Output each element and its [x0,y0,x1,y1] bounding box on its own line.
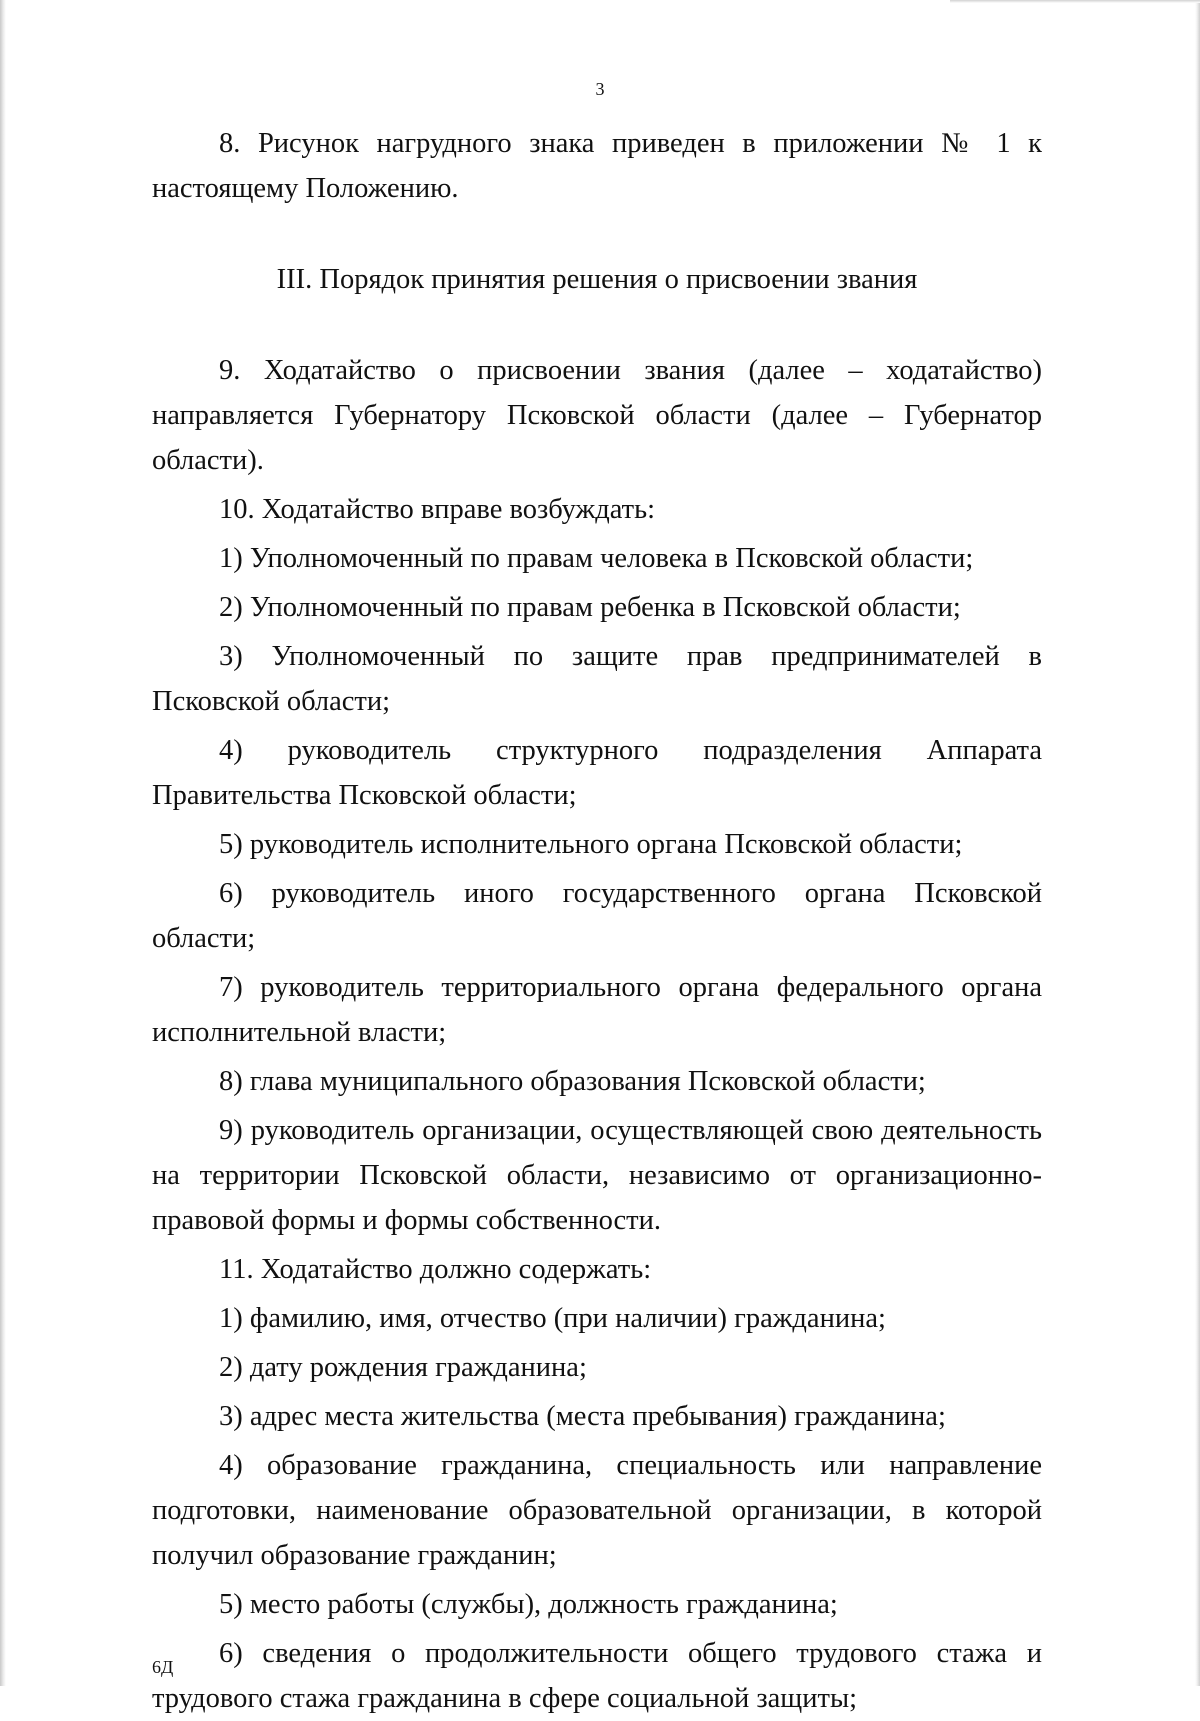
page-number: 3 [595,79,605,99]
list-item: 1) фамилию, имя, отчество (при наличии) гражданина; [219,1303,886,1334]
paragraph-10: 10. Ходатайство вправе возбуждать: [219,494,656,525]
list-item: 3) Уполномоченный по защите прав предпринимателей в Псковской области; [152,641,1042,717]
list-item: 3) адрес места жительства (места пребывания) гражданина; [219,1401,946,1432]
list-item: 4) руководитель структурного подразделения Аппарата Правительства Псковской области; [152,735,1042,811]
section-title: III. Порядок принятия решения о присвоении звания [276,264,918,295]
list-item: 6) руководитель иного государственного органа Псковской области; [152,878,1042,954]
footer-code: 6Д [152,1657,174,1677]
paragraph-11: 11. Ходатайство должно содержать: [219,1254,652,1285]
scan-edge-top [950,0,1200,3]
list-item: 8) глава муниципального образования Псковской области; [219,1066,926,1097]
document-body [152,121,1042,1721]
list-item: 4) образование гражданина, специальность или направление подготовки, наименование образовательной организации, в которой получил образование гражданин; [152,1450,1042,1571]
list-item: 5) место работы (службы), должность гражданина; [219,1589,838,1620]
list-item: 6) сведения о продолжительности общего трудового стажа и трудового стажа гражданина в сфере социальной защиты; [152,1638,1042,1714]
list-item: 1) Уполномоченный по правам человека в Псковской области; [219,543,974,574]
paragraph-9: 9. Ходатайство о присвоении звания (далее – ходатайство) направляется Губернатору Псковской области (далее – Губернатор области). [152,355,1042,476]
scan-edge-right [1195,0,1200,1686]
list-item: 5) руководитель исполнительного органа Псковской области; [219,829,963,860]
list-item: 2) Уполномоченный по правам ребенка в Псковской области; [219,592,961,623]
list-item: 2) дату рождения гражданина; [219,1352,587,1383]
scan-edge-left [0,0,6,1686]
list-item: 7) руководитель территориального органа федерального органа исполнительной власти; [152,972,1042,1048]
paragraph-8: 8. Рисунок нагрудного знака приведен в приложении № 1 к настоящему Положению. [152,128,1042,204]
list-item: 9) руководитель организации, осуществляющей свою деятельность на территории Псковской области, независимо от организационно-правовой формы и формы собственности. [152,1115,1042,1236]
